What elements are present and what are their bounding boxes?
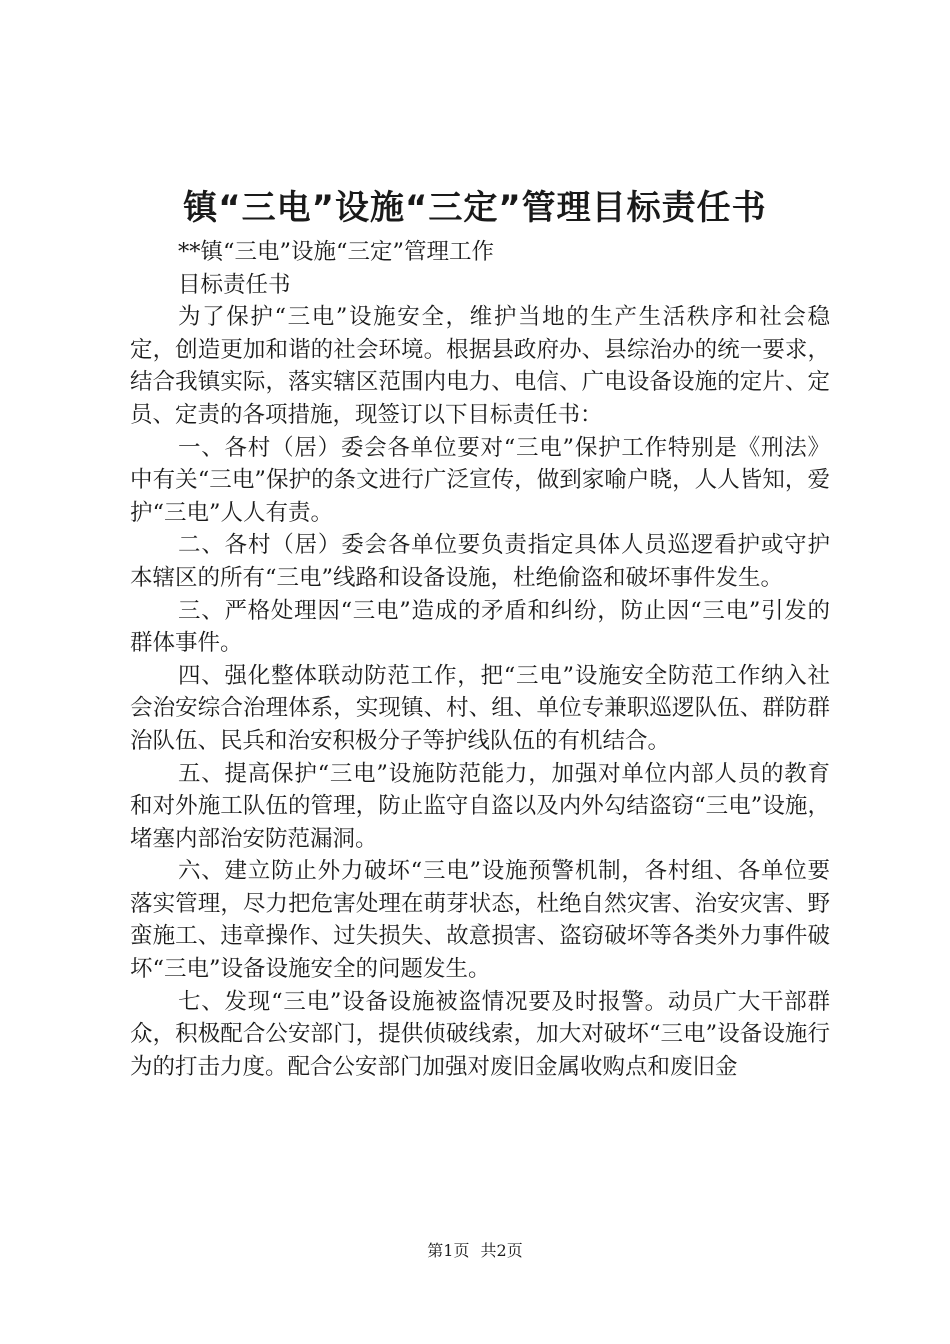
paragraph-item-2: 二、各村（居）委会各单位要负责指定具体人员巡逻看护或守护本辖区的所有“三电”线路和设备设施，杜绝偷盗和破坏事件发生。: [130, 532, 830, 591]
paragraph-item-1: 一、各村（居）委会各单位要对“三电”保护工作特别是《刑法》中有关“三电”保护的条文进行广泛宣传，做到家喻户晓，人人皆知，爱护“三电”人人有责。: [130, 434, 830, 526]
page-number-total: 共2页: [480, 1241, 523, 1260]
page-number-current: 第1页: [427, 1241, 470, 1260]
paragraph-item-3: 三、严格处理因“三电”造成的矛盾和纠纷，防止因“三电”引发的群体事件。: [130, 597, 830, 657]
paragraph-item-5: 五、提高保护“三电”设施防范能力，加强对单位内部人员的教育和对外施工队伍的管理，防止监守自盗以及内外勾结盗窃“三电”设施，堵塞内部治安防范漏洞。: [130, 760, 830, 852]
subtitle-line-1: **镇“三电”设施“三定”管理工作: [178, 239, 495, 265]
paragraph-item-6: 六、建立防止外力破坏“三电”设施预警机制，各村组、各单位要落实管理，尽力把危害处理在萌芽状态，杜绝自然灾害、治安灾害、野蛮施工、违章操作、过失损失、故意损害、盗窃破坏等各类外力事件破坏“三电”设备设施安全的问题发生。: [130, 858, 830, 983]
document-body: [130, 236, 830, 1083]
page-footer: [0, 1240, 950, 1262]
paragraph-intro: 为了保护“三电”设施安全，维护当地的生产生活秩序和社会稳定，创造更加和谐的社会环境。根据县政府办、县综治办的统一要求，结合我镇实际，落实辖区范围内电力、电信、广电设备设施的定片、定员、定责的各项措施，现签订以下目标责任书：: [130, 304, 830, 428]
page-title: 镇“三电”设施“三定”管理目标责任书: [183, 188, 767, 228]
subtitle-line-2: 目标责任书: [178, 271, 291, 298]
paragraph-item-4: 四、强化整体联动防范工作，把“三电”设施安全防范工作纳入社会治安综合治理体系，实现镇、村、组、单位专兼职巡逻队伍、群防群治队伍、民兵和治安积极分子等护线队伍的有机结合。: [130, 662, 830, 754]
paragraph-item-7: 七、发现“三电”设备设施被盗情况要及时报警。动员广大干部群众，积极配合公安部门，提供侦破线索，加大对破坏“三电”设备设施行为的打击力度。配合公安部门加强对废旧金属收购点和废旧金: [130, 988, 830, 1080]
